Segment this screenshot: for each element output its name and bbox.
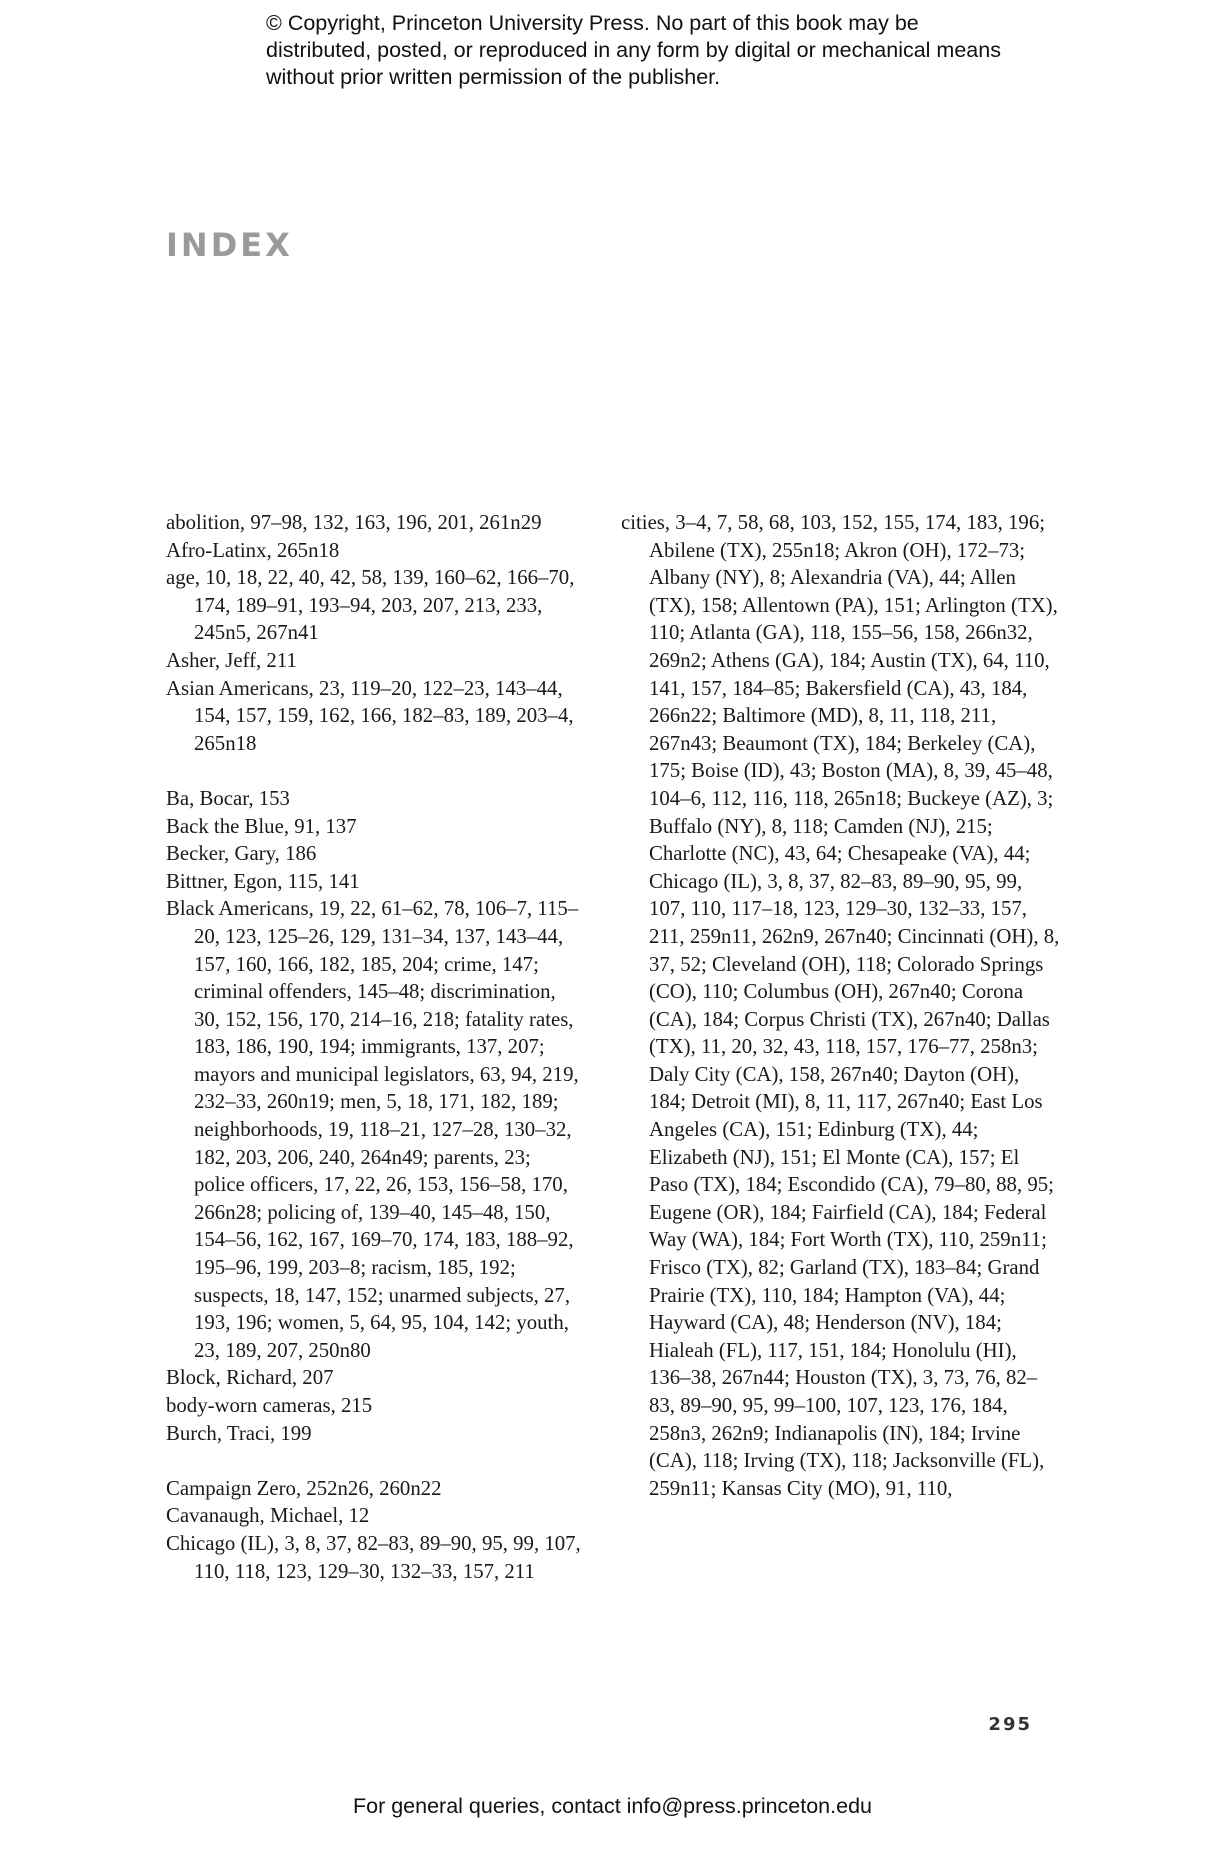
index-entry: Campaign Zero, 252n26, 260n22 (166, 1476, 442, 1500)
letter-group-gap (166, 1447, 586, 1475)
index-entry: Asher, Jeff, 211 (166, 648, 297, 672)
index-column-left (166, 509, 586, 1585)
index-entry: age, 10, 18, 22, 40, 42, 58, 139, 160–62, 166–70, 174, 189–91, 193–94, 203, 207, 213, 233, 245n5, 267n41 (166, 566, 575, 645)
index-entry: abolition, 97–98, 132, 163, 196, 201, 261n29 (166, 511, 542, 534)
letter-group-gap (166, 757, 586, 785)
index-entry: Burch, Traci, 199 (166, 1421, 312, 1445)
index-entry: Back the Blue, 91, 137 (166, 814, 357, 838)
copyright-notice: © Copyright, Princeton University Press. No part of this book may be distributed, posted, or reproduced in any form by digital or mechanical means without prior written permission of the publisher. (266, 11, 1001, 89)
index-entry: Cavanaugh, Michael, 12 (166, 1504, 370, 1528)
index-entry: Black Americans, 19, 22, 61–62, 78, 106–7, 115–20, 123, 125–26, 129, 131–34, 137, 143–44, 157, 160, 166, 182, 185, 204; crime, 147; criminal offenders, 145–48; discrimination, 30, 152, 156, 170, 214–16, 218; fatality rates, 183, 186, 190, 194; immigrants, 137, 207; mayors and municipal legislators, 63, 94, 219, 232–33, 260n19; men, 5, 18, 171, 182, 189; neighborhoods, 19, 118–21, 127–28, 130–32, 182, 203, 206, 240, 264n49; parents, 23; police officers, 17, 22, 26, 153, 156–58, 170, 266n28; policing of, 139–40, 145–48, 150, 154–56, 162, 167, 169–70, 174, 183, 188–92, 195–96, 199, 203–8; racism, 185, 192; suspects, 18, 147, 152; unarmed subjects, 27, 193, 196; women, 5, 64, 95, 104, 142; youth, 23, 189, 207, 250n80 (166, 897, 579, 1362)
page-number: 295 (988, 1714, 1032, 1735)
page-title: INDEX (166, 226, 293, 264)
index-entry: Bittner, Egon, 115, 141 (166, 869, 360, 893)
index-entry: body-worn cameras, 215 (166, 1394, 373, 1417)
index-entry: cities, 3–4, 7, 58, 68, 103, 152, 155, 174, 183, 196; Abilene (TX), 255n18; Akron (OH), 172–73; Albany (NY), 8; Alexandria (VA), 44; Allen (TX), 158; Allentown (PA), 151; Arlington (TX), 110; Atlanta (GA), 118, 155–56, 158, 266n32, 269n2; Athens (GA), 184; Austin (TX), 64, 110, 141, 157, 184–85; Bakersfield (CA), 43, 184, 266n22; Baltimore (MD), 8, 11, 118, 211, 267n43; Beaumont (TX), 184; Berkeley (CA), 175; Boise (ID), 43; Boston (MA), 8, 39, 45–48, 104–6, 112, 116, 118, 265n18; Buckeye (AZ), 3; Buffalo (NY), 8, 118; Camden (NJ), 215; Charlotte (NC), 43, 64; Chesapeake (VA), 44; Chicago (IL), 3, 8, 37, 82–83, 89–90, 95, 99, 107, 110, 117–18, 123, 129–30, 132–33, 157, 211, 259n11, 262n9, 267n40; Cincinnati (OH), 8, 37, 52; Cleveland (OH), 118; Colorado Springs (CO), 110; Columbus (OH), 267n40; Corona (CA), 184; Corpus Christi (TX), 267n40; Dallas (TX), 11, 20, 32, 43, 118, 157, 176–77, 258n3; Daly City (CA), 158, 267n40; Dayton (OH), 184; Detroit (MI), 8, 11, 117, 267n40; East Los Angeles (CA), 151; Edinburg (TX), 44; Elizabeth (NJ), 151; El Monte (CA), 157; El Paso (TX), 184; Escondido (CA), 79–80, 88, 95; Eugene (OR), 184; Fairfield (CA), 184; Federal Way (WA), 184; Fort Worth (TX), 110, 259n11; Frisco (TX), 82; Garland (TX), 183–84; Grand Prairie (TX), 110, 184; Hampton (VA), 44; Hayward (CA), 48; Henderson (NV), 184; Hialeah (FL), 117, 151, 184; Honolulu (HI), 136–38, 267n44; Houston (TX), 3, 73, 76, 82–83, 89–90, 95, 99–100, 107, 123, 176, 184, 258n3, 262n9; Indianapolis (IN), 184; Irvine (CA), 118; Irving (TX), 118; Jacksonville (FL), 259n11; Kansas City (MO), 91, 110, (621, 511, 1060, 1500)
index-entry: Ba, Bocar, 153 (166, 786, 290, 810)
index-entry: Becker, Gary, 186 (166, 842, 317, 866)
index-entry: Afro-Latinx, 265n18 (166, 538, 340, 562)
footer-contact: For general queries, contact info@press.princeton.edu (352, 1794, 872, 1818)
index-entry: Chicago (IL), 3, 8, 37, 82–83, 89–90, 95, 99, 107, 110, 118, 123, 129–30, 132–33, 157, 211 (166, 1531, 581, 1583)
index-column-right (621, 509, 1061, 1502)
index-entry: Block, Richard, 207 (166, 1366, 334, 1390)
index-entry: Asian Americans, 23, 119–20, 122–23, 143–44, 154, 157, 159, 162, 166, 182–83, 189, 203–4, 265n18 (166, 676, 574, 755)
